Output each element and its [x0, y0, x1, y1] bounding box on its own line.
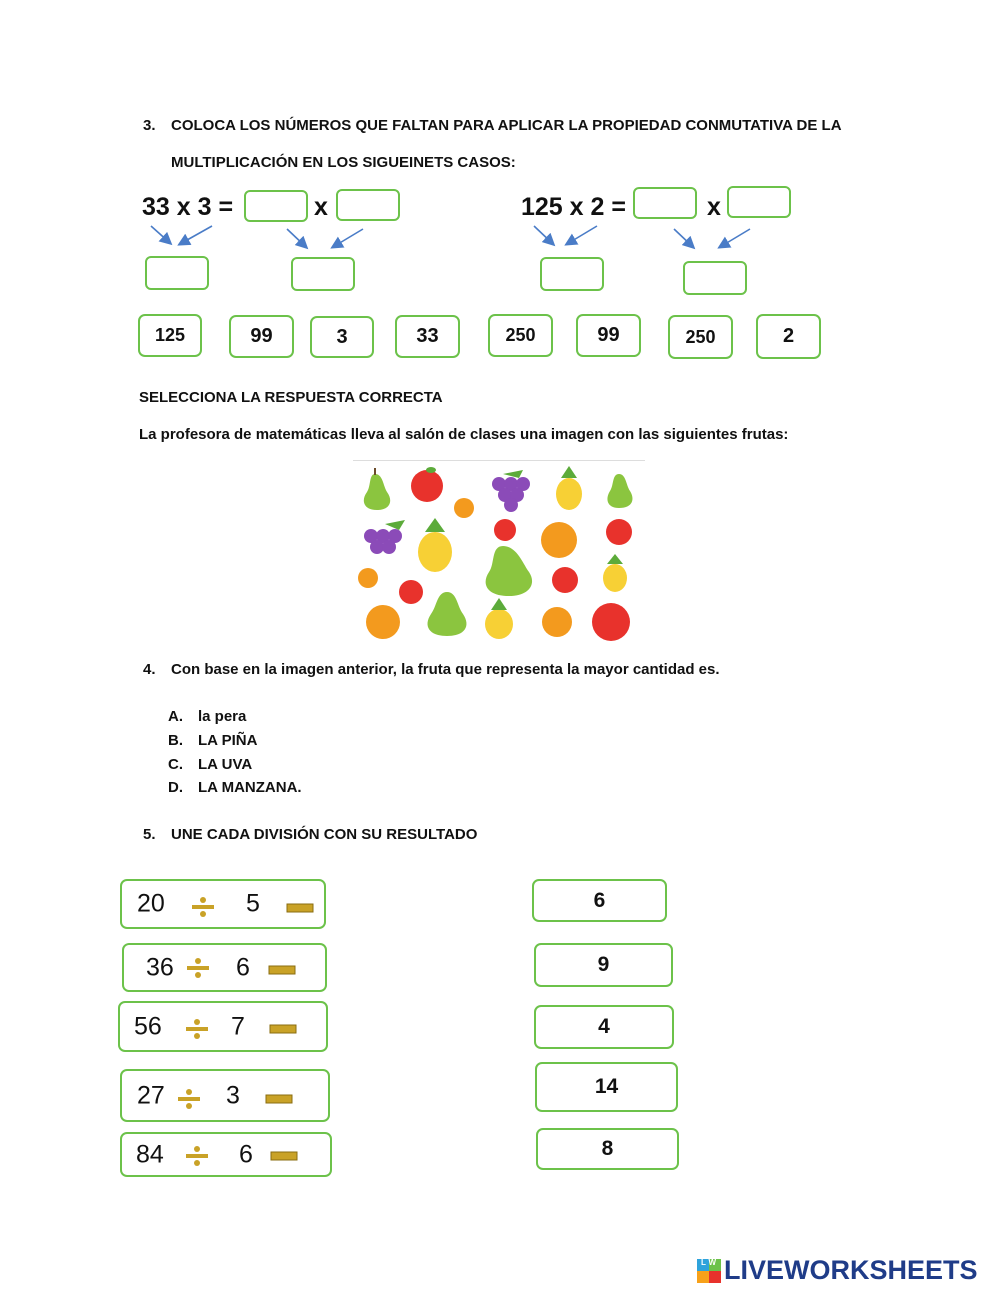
equation-1: 33 x 3 =	[142, 193, 234, 221]
dividend: 56	[134, 1012, 162, 1040]
option-b[interactable]	[168, 732, 257, 749]
number-option[interactable]: 3	[310, 316, 374, 358]
number-option[interactable]: 250	[488, 314, 553, 357]
division-item[interactable]	[120, 1069, 330, 1122]
q3-number: 3.	[143, 117, 156, 134]
number-option[interactable]: 99	[229, 315, 294, 358]
dividend: 27	[137, 1081, 165, 1109]
result-box-1a[interactable]	[145, 256, 209, 290]
brand-name: LIVEWORKSHEETS	[724, 1255, 978, 1285]
brand-logo	[697, 1255, 978, 1286]
orange-icon	[358, 568, 378, 588]
option-text: la pera	[198, 708, 247, 725]
arrow	[674, 229, 693, 247]
equals-icon	[269, 1148, 299, 1164]
divisor: 3	[226, 1081, 240, 1109]
option-letter: B.	[168, 732, 183, 749]
result-option[interactable]: 4	[534, 1005, 674, 1049]
divide-icon	[188, 896, 218, 918]
result-box-1b[interactable]	[291, 257, 355, 291]
option-letter: D.	[168, 779, 183, 796]
divisor: 6	[239, 1140, 253, 1168]
divisor: 5	[246, 889, 260, 918]
option-text: LA UVA	[198, 756, 253, 773]
arrow	[720, 229, 750, 247]
number-option[interactable]: 2	[756, 314, 821, 359]
option-d[interactable]	[168, 779, 302, 796]
q4-number: 4.	[143, 661, 156, 678]
result-option[interactable]: 8	[536, 1128, 679, 1170]
divide-icon	[183, 957, 213, 979]
result-option[interactable]: 14	[535, 1062, 678, 1112]
equals-icon	[264, 1091, 294, 1107]
apple-icon	[552, 567, 578, 593]
equals-icon	[285, 900, 315, 916]
arrow	[180, 226, 212, 244]
equals-icon	[268, 1021, 298, 1037]
divisor: 7	[231, 1012, 245, 1040]
number-option[interactable]: 125	[138, 314, 202, 357]
equals-icon	[267, 962, 297, 978]
division-item[interactable]	[122, 943, 327, 992]
connector-arrows	[0, 0, 1000, 300]
divide-icon	[182, 1145, 212, 1167]
arrow	[287, 229, 306, 247]
division-item[interactable]	[120, 1132, 332, 1177]
division-item[interactable]	[118, 1001, 328, 1052]
divide-icon	[174, 1088, 204, 1110]
result-box-2b[interactable]	[683, 261, 747, 295]
option-text: LA PIÑA	[198, 732, 258, 749]
result-option[interactable]: 9	[534, 943, 673, 987]
number-option[interactable]: 250	[668, 315, 733, 359]
result-option[interactable]: 6	[532, 879, 667, 922]
dividend: 84	[136, 1140, 164, 1168]
option-text: LA MANZANA.	[198, 779, 302, 796]
option-c[interactable]	[168, 756, 252, 773]
q4-question: Con base en la imagen anterior, la fruta que representa la mayor cantidad es.	[171, 661, 720, 678]
times-sign-1: x	[314, 193, 328, 221]
fruits-image	[353, 460, 645, 644]
q5-instruction: UNE CADA DIVISIÓN CON SU RESULTADO	[171, 826, 478, 843]
apple-icon	[592, 603, 630, 641]
orange-icon	[454, 498, 474, 518]
times-sign-2: x	[707, 193, 721, 221]
q3-instruction-line1: COLOCA LOS NÚMEROS QUE FALTAN PARA APLICAR LA PROPIEDAD CONMUTATIVA DE LA	[171, 117, 842, 134]
orange-icon	[542, 607, 572, 637]
arrow	[333, 229, 363, 247]
divisor: 6	[236, 953, 250, 981]
brand-logo-letters: LW	[701, 1258, 719, 1267]
arrow	[151, 226, 170, 243]
q3-instruction-line2: MULTIPLICACIÓN EN LOS SIGUEINETS CASOS:	[171, 154, 516, 171]
equation-2: 125 x 2 =	[521, 193, 626, 221]
number-option[interactable]: 33	[395, 315, 460, 358]
division-item[interactable]	[120, 879, 326, 929]
apple-icon	[399, 580, 423, 604]
dividend: 20	[137, 889, 165, 918]
arrow	[534, 226, 553, 244]
apple-icon	[606, 519, 632, 545]
option-a[interactable]	[168, 708, 246, 725]
result-box-2a[interactable]	[540, 257, 604, 291]
divide-icon	[182, 1018, 212, 1040]
option-letter: A.	[168, 708, 183, 725]
arrow	[567, 226, 597, 244]
section-title: SELECCIONA LA RESPUESTA CORRECTA	[139, 389, 443, 406]
apple-icon	[494, 519, 516, 541]
dividend: 36	[146, 953, 174, 981]
section-intro: La profesora de matemáticas lleva al salón de clases una imagen con las siguientes frutas:	[139, 426, 789, 443]
number-option[interactable]: 99	[576, 314, 641, 357]
option-letter: C.	[168, 756, 183, 773]
orange-icon	[541, 522, 577, 558]
q5-number: 5.	[143, 826, 156, 843]
orange-icon	[366, 605, 400, 639]
